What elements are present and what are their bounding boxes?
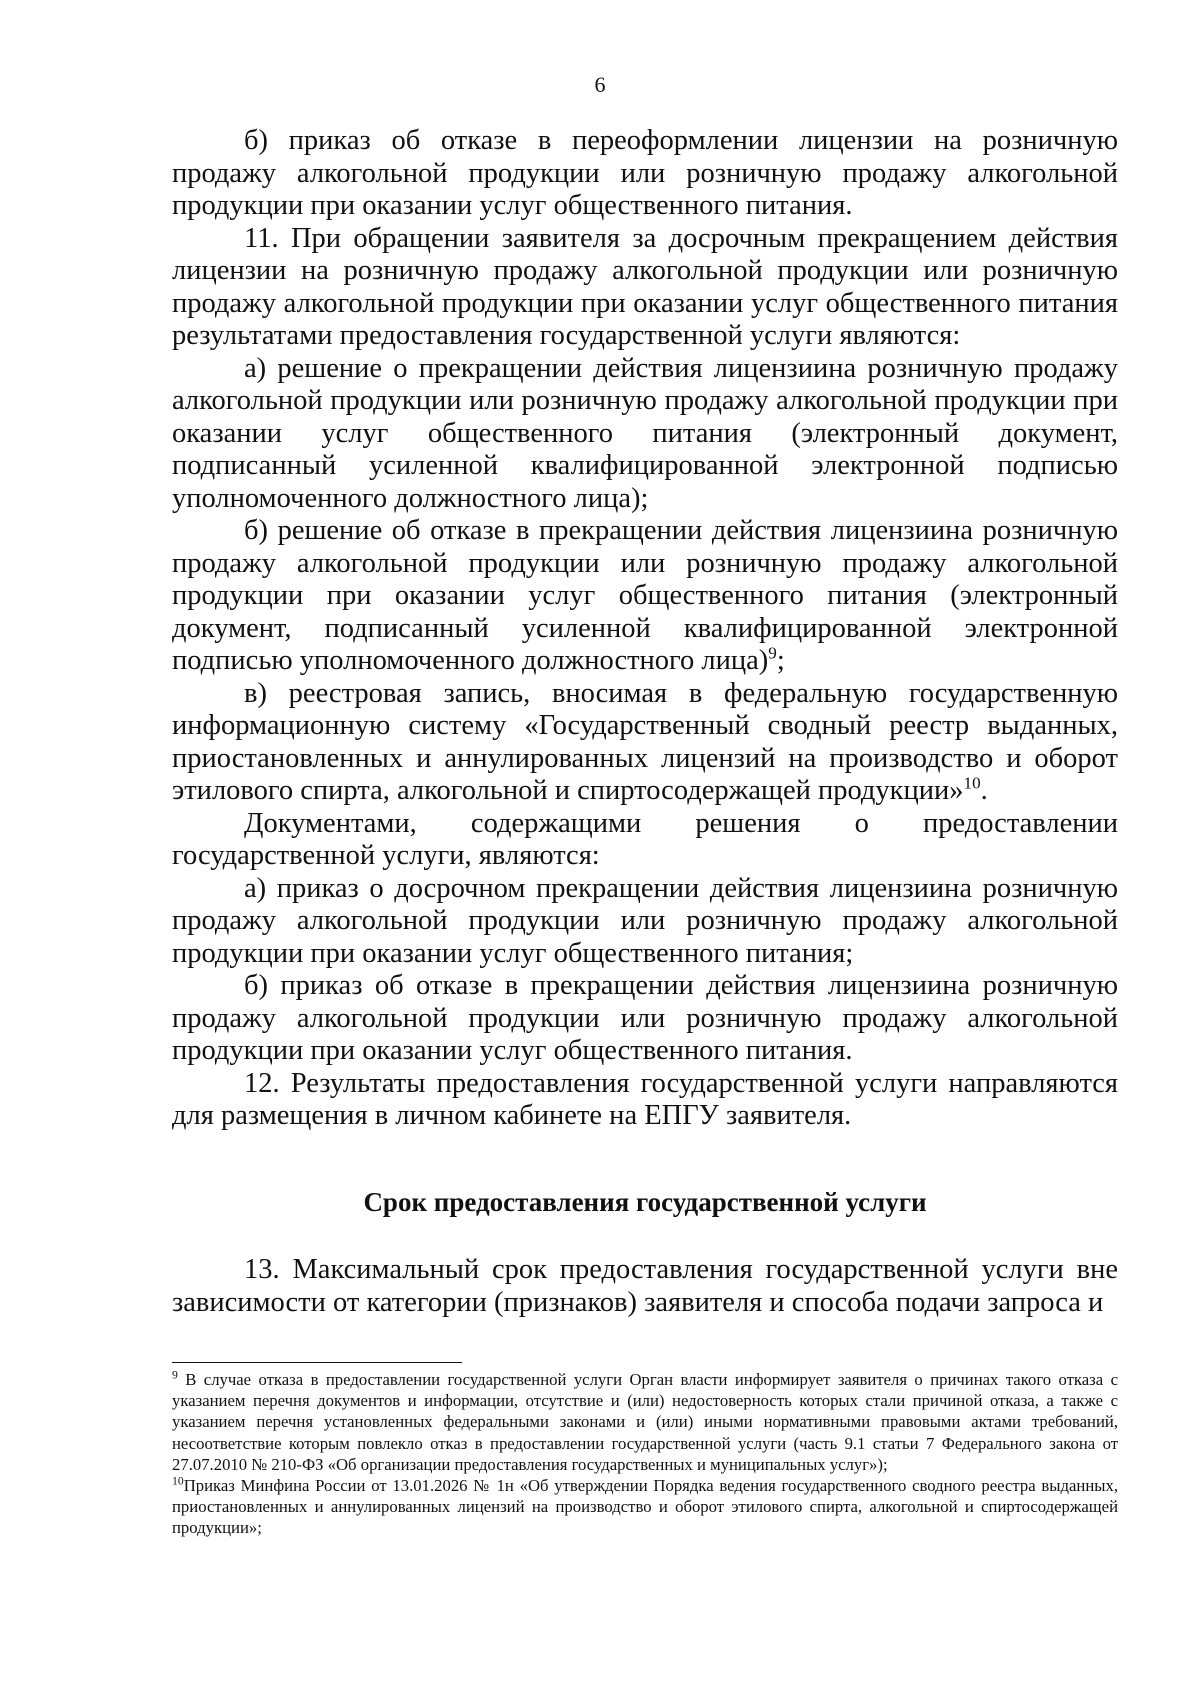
paragraph-a-termination-decision: а) решение о прекращении действия лицензиина розничную продажу алкогольной продукции или розничную продажу алкогольной продукции при оказании услуг общественного питания (электронный документ, подписанный усиленной квалифицированной электронной подписью уполномоченного должностного лица); <box>172 352 1118 514</box>
document-body-continued <box>172 1253 1118 1319</box>
footnote-ref-9: 9 <box>768 643 777 663</box>
paragraph-tail: . <box>980 775 988 806</box>
paragraph-text: б) решение об отказе в прекращении действия лицензиина розничную продажу алкогольной продукции или розничную продажу алкогольной продукции при оказании услуг общественного питания (электронный документ, подписанный усиленной квалифицированной электронной подписью уполномоченного должностного лица) <box>172 515 1118 676</box>
section-heading: Срок предоставления государственной услуги <box>363 1187 927 1217</box>
document-body <box>172 125 1118 1133</box>
footnote-10 <box>172 1475 1118 1539</box>
paragraph-11: 11. При обращении заявителя за досрочным прекращением действия лицензии на розничную продажу алкогольной продукции или розничную продажу алкогольной продукции при оказании услуг общественного питания результатами предоставления государственной услуги являются: <box>172 222 1118 351</box>
footnote-mark: 9 <box>172 1368 178 1382</box>
paragraph-documents-intro: Документами, содержащими решения о предоставлении государственной услуги, являются: <box>172 807 1118 871</box>
paragraph-13: 13. Максимальный срок предоставления государственной услуги вне зависимости от категории (признаков) заявителя и способа подачи запроса и <box>172 1254 1118 1318</box>
paragraph-tail: ; <box>776 645 785 676</box>
footnote-mark: 10 <box>172 1474 184 1488</box>
footnote-text: Приказ Минфина России от 13.01.2026 № 1н «Об утверждении Порядка ведения государственного сводного реестра выданных, приостановленных и аннулированных лицензий на производство и оборот этилового спирта, алкогольной и спиртосодержащей продукции»; <box>172 1476 1118 1538</box>
footnote-ref-10: 10 <box>963 773 981 793</box>
paragraph-a-early-termination-order: а) приказ о досрочном прекращении действия лицензиина розничную продажу алкогольной продукции или розничную продажу алкогольной продукции при оказании услуг общественного питания; <box>172 872 1118 969</box>
footnote-9 <box>172 1369 1118 1475</box>
footnotes <box>172 1369 1118 1539</box>
paragraph-b-reissue-refusal: б) приказ об отказе в переоформлении лицензии на розничную продажу алкогольной продукции или розничную продажу алкогольной продукции при оказании услуг общественного питания. <box>172 125 1118 221</box>
paragraph-b-termination-refusal <box>172 515 1118 678</box>
paragraph-b-refusal-order: б) приказ об отказе в прекращении действия лицензиина розничную продажу алкогольной продукции или розничную продажу алкогольной продукции при оказании услуг общественного питания. <box>172 970 1118 1066</box>
paragraph-text: в) реестровая запись, вносимая в федеральную государственную информационную систему «Государственный сводный реестр выданных, приостановленных и аннулированных лицензий на производство и оборот этилового спирта, алкогольной и спиртосодержащей продукции» <box>172 677 1118 806</box>
page-number: 6 <box>594 72 606 97</box>
footnote-separator <box>172 1362 462 1363</box>
paragraph-12: 12. Результаты предоставления государственной услуги направляются для размещения в личном кабинете на ЕПГУ заявителя. <box>172 1067 1118 1131</box>
paragraph-v-registry-record <box>172 678 1118 808</box>
footnote-text: В случае отказа в предоставлении государственной услуги Орган власти информирует заявителя о причинах такого отказа с указанием перечня документов и информации, отсутствие и (или) недостоверность которых стали причиной отказа, а также с указанием перечня установленных федеральными законами и (или) иными нормативными правовыми актами требований, несоответствие которым повлекло отказ в предоставлении государственной услуги (часть 9.1 статьи 7 Федерального закона от 27.07.2010 № 210-ФЗ «Об организации предоставления государственных и муниципальных услуг»); <box>172 1370 1118 1474</box>
